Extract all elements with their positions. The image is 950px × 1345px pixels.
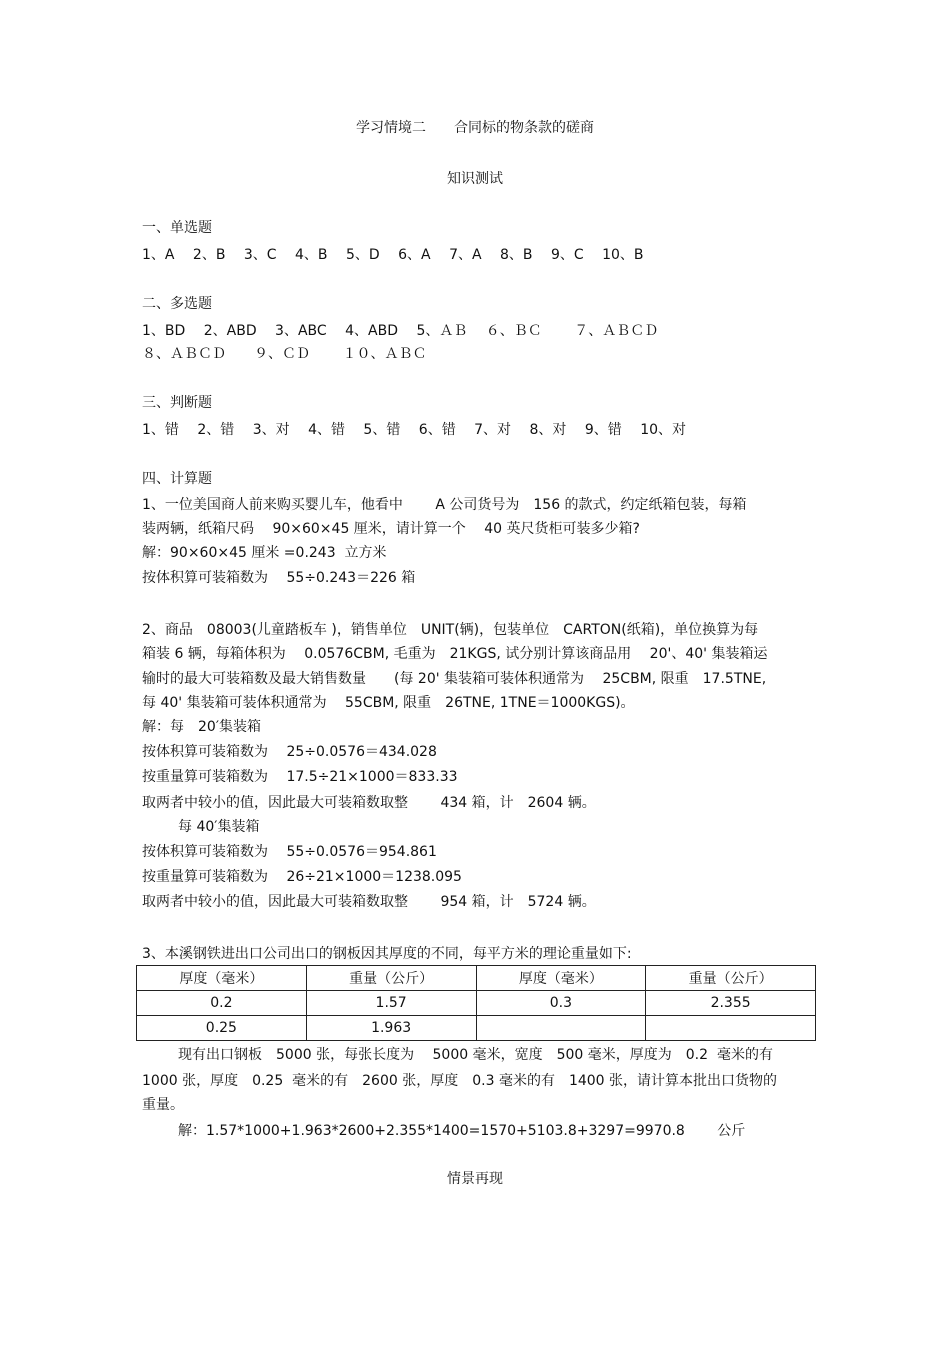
q3-para-line2: 1000 张，厚度 0.25 毫米的有 2600 张，厚度 0.3 毫米的有 1400 张，请计算本批出口货物的 <box>142 1073 778 1089</box>
q1-solution: 解：90×60×45 厘米 =0.243 立方米 <box>142 545 387 561</box>
q2-weight-20ft: 按重量算可装箱数为 17.5÷21×1000＝833.33 <box>142 769 458 785</box>
table-cell: 0.3 <box>476 991 646 1016</box>
q2-line3: 输时的最大可装箱数及最大销售数量 (每 20' 集装箱可装体积通常为 25CBM, 限重 17.5TNE, <box>142 671 767 687</box>
table-row <box>137 1016 816 1041</box>
q3-solution: 解：1.57*1000+1.963*2600+2.355*1400=1570+5103.8+3297=9970.8 公斤 <box>178 1123 746 1139</box>
q1-result: 按体积算可装箱数为 55÷0.243＝226 箱 <box>142 570 416 586</box>
section-heading-calculation: 四、计算题 <box>142 471 212 487</box>
table-header-cell: 重量（公斤） <box>646 966 816 991</box>
q2-volume-20ft: 按体积算可装箱数为 25÷0.0576＝434.028 <box>142 744 437 760</box>
q3-intro: 3、本溪钢铁进出口公司出口的钢板因其厚度的不同，每平方米的理论重量如下: <box>142 946 632 962</box>
table-header-cell: 厚度（毫米） <box>137 966 307 991</box>
single-choice-answers: 1、A 2、B 3、C 4、B 5、D 6、A 7、A 8、B 9、C 10、B <box>142 247 644 263</box>
q3-para-line3: 重量。 <box>142 1097 184 1113</box>
section-heading-true-false: 三、判断题 <box>142 395 212 411</box>
table-row <box>137 991 816 1016</box>
table-cell: 1.57 <box>306 991 476 1016</box>
table-header-cell: 重量（公斤） <box>306 966 476 991</box>
table-cell: 1.963 <box>306 1016 476 1041</box>
q2-weight-40ft: 按重量算可装箱数为 26÷21×1000＝1238.095 <box>142 869 462 885</box>
q3-para-line1: 现有出口钢板 5000 张，每张长度为 5000 毫米，宽度 500 毫米，厚度为 0.2 毫米的有 <box>178 1047 773 1063</box>
table-cell <box>646 1016 816 1041</box>
section-heading-single-choice: 一、单选题 <box>142 220 212 236</box>
section-heading-scenario: 情景再现 <box>447 1171 503 1187</box>
table-header-row <box>137 966 816 991</box>
q2-line1: 2、商品 08003(儿童踏板车 )，销售单位 UNIT(辆)，包装单位 CARTON(纸箱)，单位换算为每 <box>142 622 759 638</box>
multiple-choice-answers-line2: ８、ＡＢＣＤ ９、ＣＤ １０、ＡＢＣ <box>142 346 427 362</box>
multiple-choice-answers-line1: 1、BD 2、ABD 3、ABC 4、ABD 5、ＡＢ ６、ＢＣ ７、ＡＢＣＤ <box>142 323 659 339</box>
q2-solution-40ft: 每 40′集装箱 <box>178 819 260 835</box>
q1-line1: 1、一位美国商人前来购买婴儿车，他看中 A 公司货号为 156 的款式，约定纸箱包装，每箱 <box>142 497 747 513</box>
table-cell: 0.2 <box>137 991 307 1016</box>
table-header-cell: 厚度（毫米） <box>476 966 646 991</box>
steel-weight-table <box>136 965 816 1041</box>
q2-line4: 每 40' 集装箱可装体积通常为 55CBM, 限重 26TNE, 1TNE＝1000KGS)。 <box>142 695 635 711</box>
table-cell <box>476 1016 646 1041</box>
q2-solution-20ft: 解：每 20′集装箱 <box>142 719 261 735</box>
q2-result-40ft: 取两者中较小的值，因此最大可装箱数取整 954 箱，计 5724 辆。 <box>142 894 596 910</box>
q1-line2: 装两辆，纸箱尺码 90×60×45 厘米，请计算一个 40 英尺货柜可装多少箱? <box>142 521 640 537</box>
table-cell: 2.355 <box>646 991 816 1016</box>
true-false-answers: 1、错 2、错 3、对 4、错 5、错 6、错 7、对 8、对 9、错 10、对 <box>142 422 687 438</box>
page-subtitle: 知识测试 <box>447 171 503 187</box>
table-cell: 0.25 <box>137 1016 307 1041</box>
q2-volume-40ft: 按体积算可装箱数为 55÷0.0576＝954.861 <box>142 844 437 860</box>
section-heading-multiple-choice: 二、多选题 <box>142 296 212 312</box>
q2-result-20ft: 取两者中较小的值，因此最大可装箱数取整 434 箱，计 2604 辆。 <box>142 795 596 811</box>
q2-line2: 箱装 6 辆，每箱体积为 0.0576CBM, 毛重为 21KGS, 试分别计算该商品用 20'、40' 集装箱运 <box>142 646 768 662</box>
page-title: 学习情境二 合同标的物条款的磋商 <box>356 120 594 136</box>
